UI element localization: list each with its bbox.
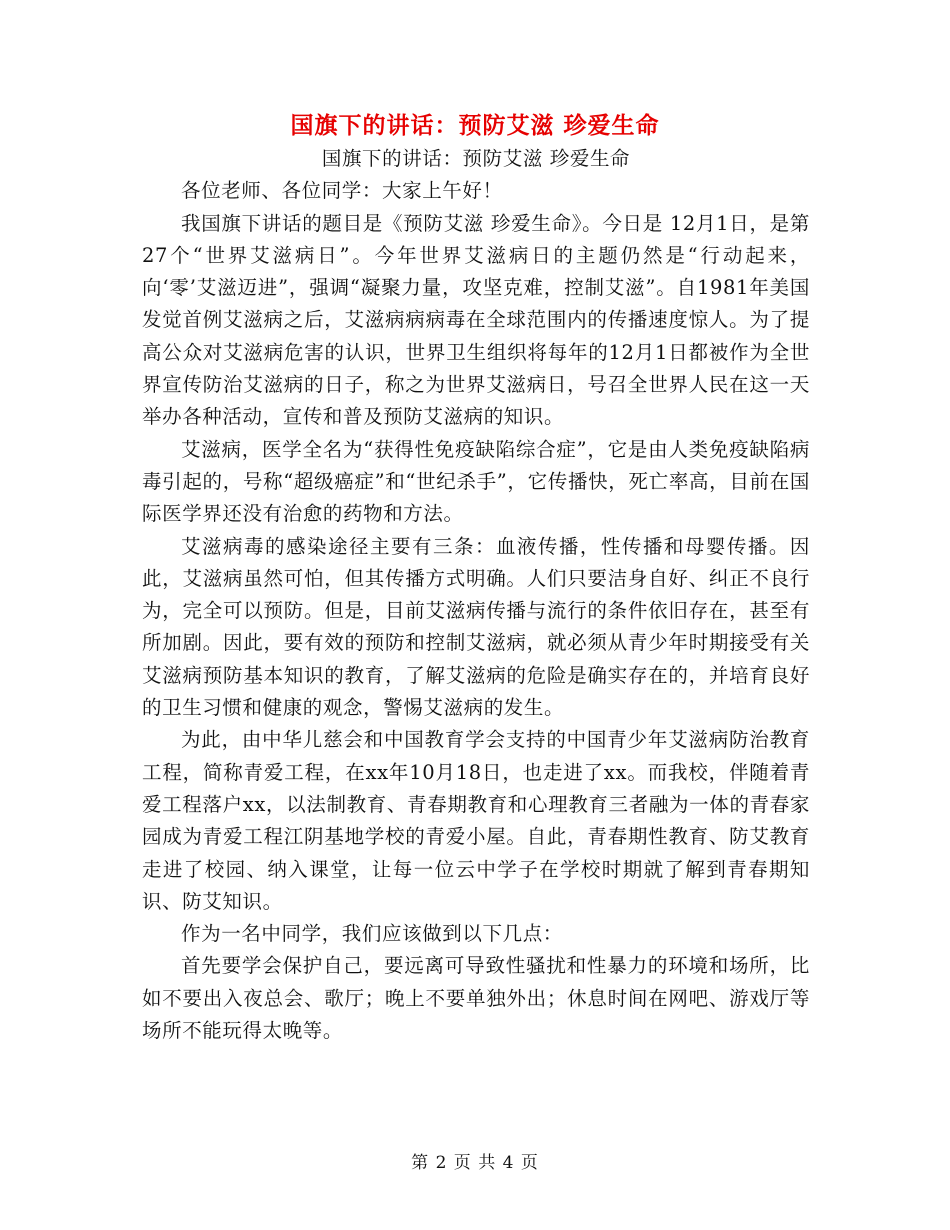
body-paragraph: 作为一名中同学，我们应该做到以下几点：: [181, 922, 563, 946]
page-number-footer: 第 2 页 共 4 页: [411, 1153, 539, 1173]
document-subtitle: 国旗下的讲话：预防艾滋 珍爱生命: [321, 147, 631, 170]
document-title: 国旗下的讲话：预防艾滋 珍爱生命: [290, 113, 660, 139]
body-paragraph: 为此，由中华儿慈会和中国教育学会支持的中国青少年艾滋病防治教育工程，简称青爱工程，在xx年10月18日，也走进了xx。而我校，伴随着青爱工程落户xx，以法制教育、青春期教育和心理教育三者融为一体的青春家园成为青爱工程江阴基地学校的青爱小屋。自此，青春期性教育、防艾教育走进了校园、纳入课堂，让每一位云中学子在学校时期就了解到青春期知识、防艾知识。: [142, 728, 810, 913]
body-paragraph: 首先要学会保护自己，要远离可导致性骚扰和性暴力的环境和场所，比如不要出入夜总会、歌厅；晚上不要单独外出；休息时间在网吧、游戏厅等场所不能玩得太晚等。: [142, 954, 810, 1043]
body-paragraph: 我国旗下讲话的题目是《预防艾滋 珍爱生命》。今日是 12月1日，是第27个“世界艾滋病日”。今年世界艾滋病日的主题仍然是“行动起来，向‘零’艾滋迈进”，强调“凝聚力量，攻坚克难，控制艾滋”。自1981年美国发觉首例艾滋病之后，艾滋病病病毒在全球范围内的传播速度惊人。为了提高公众对艾滋病危害的认识，世界卫生组织将每年的12月1日都被作为全世界宣传防治艾滋病的日子，称之为世界艾滋病日，号召全世界人民在这一天举办各种活动，宣传和普及预防艾滋病的知识。: [142, 211, 810, 429]
body-paragraph: 艾滋病毒的感染途径主要有三条：血液传播，性传播和母婴传播。因此，艾滋病虽然可怕，但其传播方式明确。人们只要洁身自好、纠正不良行为，完全可以预防。但是，目前艾滋病传播与流行的条件依旧存在，甚至有所加剧。因此，要有效的预防和控制艾滋病，就必须从青少年时期接受有关艾滋病预防基本知识的教育，了解艾滋病的危险是确实存在的，并培育良好的卫生习惯和健康的观念，警惕艾滋病的发生。: [142, 534, 810, 720]
document-body: [142, 143, 810, 1047]
greeting-paragraph: 各位老师、各位同学：大家上午好！: [181, 179, 503, 203]
body-paragraph: 艾滋病，医学全名为“获得性免疫缺陷综合症”，它是由人类免疫缺陷病毒引起的，号称“超级癌症”和“世纪杀手”，它传播快，死亡率高，目前在国际医学界还没有治愈的药物和方法。: [142, 437, 810, 526]
